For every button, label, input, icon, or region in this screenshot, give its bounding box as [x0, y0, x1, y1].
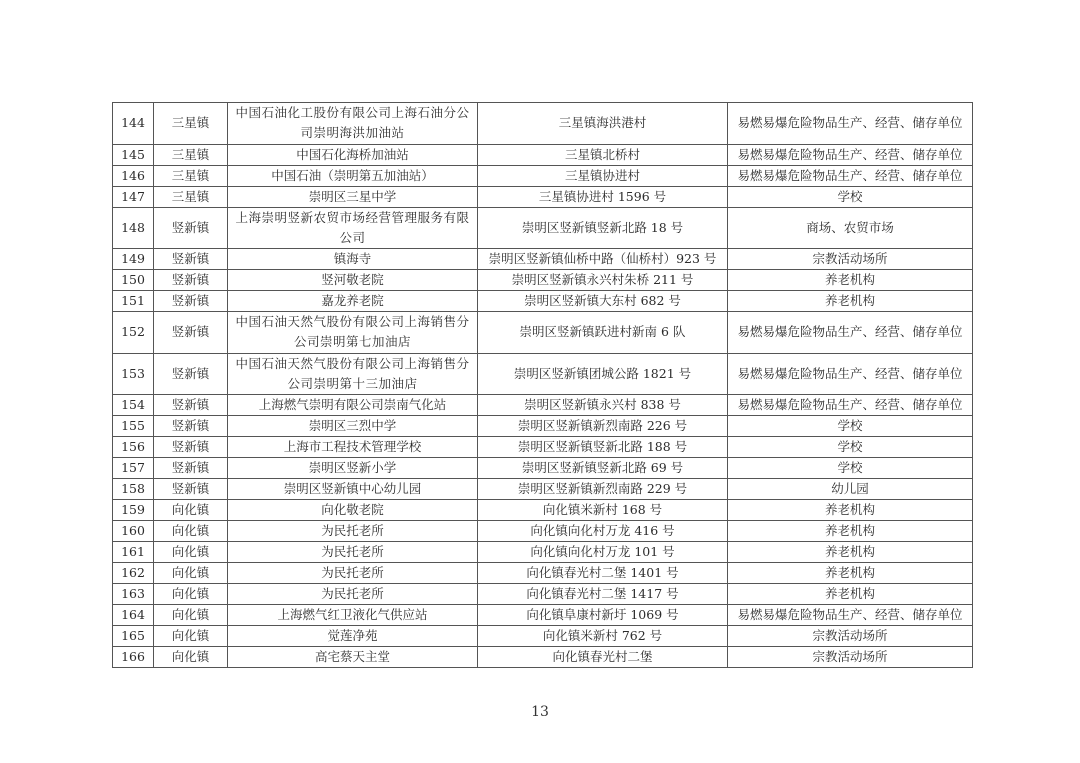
town-cell: 竖新镇	[154, 270, 228, 291]
facility-type-cell: 易燃易爆危险物品生产、经营、储存单位	[728, 144, 973, 165]
address-cell: 崇明区竖新镇跃进村新南 6 队	[478, 312, 728, 354]
row-number-cell: 149	[113, 249, 154, 270]
town-cell: 向化镇	[154, 521, 228, 542]
facility-type-cell: 易燃易爆危险物品生产、经营、储存单位	[728, 353, 973, 395]
facility-name-cell: 中国石油天然气股份有限公司上海销售分公司崇明第七加油店	[228, 312, 478, 354]
facility-name-cell: 中国石油天然气股份有限公司上海销售分公司崇明第十三加油店	[228, 353, 478, 395]
facility-name-cell: 为民托老所	[228, 542, 478, 563]
address-cell: 崇明区竖新镇竖新北路 18 号	[478, 207, 728, 249]
facility-name-cell: 崇明区竖新镇中心幼儿园	[228, 479, 478, 500]
row-number-cell: 150	[113, 270, 154, 291]
town-cell: 竖新镇	[154, 249, 228, 270]
facility-type-cell: 养老机构	[728, 584, 973, 605]
address-cell: 三星镇协进村	[478, 165, 728, 186]
address-cell: 向化镇米新村 168 号	[478, 500, 728, 521]
facility-type-cell: 养老机构	[728, 542, 973, 563]
town-cell: 竖新镇	[154, 479, 228, 500]
town-cell: 向化镇	[154, 500, 228, 521]
page-number: 13	[531, 704, 549, 720]
row-number-cell: 164	[113, 605, 154, 626]
facility-name-cell: 上海崇明竖新农贸市场经营管理服务有限公司	[228, 207, 478, 249]
row-number-cell: 155	[113, 416, 154, 437]
row-number-cell: 161	[113, 542, 154, 563]
table-row	[113, 353, 973, 395]
facility-name-cell: 竖河敬老院	[228, 270, 478, 291]
address-cell: 向化镇向化村万龙 101 号	[478, 542, 728, 563]
table-row	[113, 103, 973, 145]
table-row	[113, 584, 973, 605]
facility-type-cell: 养老机构	[728, 500, 973, 521]
row-number-cell: 163	[113, 584, 154, 605]
facility-name-cell: 嘉龙养老院	[228, 291, 478, 312]
facility-type-cell: 学校	[728, 416, 973, 437]
row-number-cell: 151	[113, 291, 154, 312]
address-cell: 崇明区竖新镇永兴村朱桥 211 号	[478, 270, 728, 291]
table-row	[113, 647, 973, 668]
row-number-cell: 154	[113, 395, 154, 416]
town-cell: 三星镇	[154, 186, 228, 207]
facility-type-cell: 商场、农贸市场	[728, 207, 973, 249]
address-cell: 向化镇春光村二堡 1417 号	[478, 584, 728, 605]
town-cell: 竖新镇	[154, 353, 228, 395]
facility-name-cell: 崇明区三烈中学	[228, 416, 478, 437]
facility-type-cell: 养老机构	[728, 291, 973, 312]
town-cell: 竖新镇	[154, 312, 228, 354]
facility-type-cell: 易燃易爆危险物品生产、经营、储存单位	[728, 605, 973, 626]
town-cell: 向化镇	[154, 563, 228, 584]
table-body	[113, 103, 973, 668]
town-cell: 向化镇	[154, 542, 228, 563]
table-row	[113, 144, 973, 165]
facility-type-cell: 养老机构	[728, 270, 973, 291]
table-row	[113, 186, 973, 207]
facility-type-cell: 宗教活动场所	[728, 647, 973, 668]
facility-name-cell: 为民托老所	[228, 563, 478, 584]
address-cell: 向化镇向化村万龙 416 号	[478, 521, 728, 542]
address-cell: 崇明区竖新镇团城公路 1821 号	[478, 353, 728, 395]
facility-name-cell: 中国石化海桥加油站	[228, 144, 478, 165]
table-row	[113, 542, 973, 563]
town-cell: 三星镇	[154, 103, 228, 145]
facility-name-cell: 上海市工程技术管理学校	[228, 437, 478, 458]
facility-type-cell: 宗教活动场所	[728, 249, 973, 270]
address-cell: 崇明区竖新镇竖新北路 69 号	[478, 458, 728, 479]
town-cell: 竖新镇	[154, 395, 228, 416]
row-number-cell: 147	[113, 186, 154, 207]
table-row	[113, 437, 973, 458]
row-number-cell: 152	[113, 312, 154, 354]
table-row	[113, 249, 973, 270]
facility-name-cell: 镇海寺	[228, 249, 478, 270]
facility-name-cell: 中国石油（崇明第五加油站）	[228, 165, 478, 186]
facility-type-cell: 易燃易爆危险物品生产、经营、储存单位	[728, 312, 973, 354]
row-number-cell: 157	[113, 458, 154, 479]
facility-table	[112, 102, 973, 668]
address-cell: 三星镇协进村 1596 号	[478, 186, 728, 207]
row-number-cell: 165	[113, 626, 154, 647]
table-row	[113, 165, 973, 186]
table-row	[113, 500, 973, 521]
row-number-cell: 153	[113, 353, 154, 395]
address-cell: 向化镇阜康村新圩 1069 号	[478, 605, 728, 626]
address-cell: 向化镇米新村 762 号	[478, 626, 728, 647]
row-number-cell: 148	[113, 207, 154, 249]
facility-type-cell: 养老机构	[728, 521, 973, 542]
row-number-cell: 146	[113, 165, 154, 186]
table-row	[113, 312, 973, 354]
facility-name-cell: 为民托老所	[228, 521, 478, 542]
facility-name-cell: 上海燃气崇明有限公司崇南气化站	[228, 395, 478, 416]
table-row	[113, 395, 973, 416]
facility-name-cell: 觉莲净苑	[228, 626, 478, 647]
table-row	[113, 291, 973, 312]
facility-name-cell: 崇明区三星中学	[228, 186, 478, 207]
facility-type-cell: 养老机构	[728, 563, 973, 584]
address-cell: 崇明区竖新镇大东村 682 号	[478, 291, 728, 312]
facility-type-cell: 学校	[728, 186, 973, 207]
facility-name-cell: 为民托老所	[228, 584, 478, 605]
row-number-cell: 159	[113, 500, 154, 521]
table-row	[113, 626, 973, 647]
facility-type-cell: 易燃易爆危险物品生产、经营、储存单位	[728, 103, 973, 145]
facility-type-cell: 学校	[728, 437, 973, 458]
table-row	[113, 563, 973, 584]
town-cell: 三星镇	[154, 165, 228, 186]
address-cell: 向化镇春光村二堡 1401 号	[478, 563, 728, 584]
address-cell: 崇明区竖新镇仙桥中路（仙桥村）923 号	[478, 249, 728, 270]
table-row	[113, 458, 973, 479]
table-row	[113, 605, 973, 626]
row-number-cell: 145	[113, 144, 154, 165]
table-row	[113, 521, 973, 542]
facility-name-cell: 中国石油化工股份有限公司上海石油分公司崇明海洪加油站	[228, 103, 478, 145]
facility-type-cell: 易燃易爆危险物品生产、经营、储存单位	[728, 165, 973, 186]
town-cell: 竖新镇	[154, 416, 228, 437]
town-cell: 三星镇	[154, 144, 228, 165]
facility-type-cell: 幼儿园	[728, 479, 973, 500]
facility-type-cell: 宗教活动场所	[728, 626, 973, 647]
row-number-cell: 162	[113, 563, 154, 584]
address-cell: 向化镇春光村二堡	[478, 647, 728, 668]
row-number-cell: 144	[113, 103, 154, 145]
town-cell: 向化镇	[154, 605, 228, 626]
address-cell: 三星镇海洪港村	[478, 103, 728, 145]
town-cell: 向化镇	[154, 626, 228, 647]
town-cell: 竖新镇	[154, 458, 228, 479]
town-cell: 竖新镇	[154, 291, 228, 312]
town-cell: 向化镇	[154, 647, 228, 668]
address-cell: 崇明区竖新镇新烈南路 229 号	[478, 479, 728, 500]
row-number-cell: 156	[113, 437, 154, 458]
facility-type-cell: 易燃易爆危险物品生产、经营、储存单位	[728, 395, 973, 416]
town-cell: 向化镇	[154, 584, 228, 605]
address-cell: 三星镇北桥村	[478, 144, 728, 165]
town-cell: 竖新镇	[154, 207, 228, 249]
row-number-cell: 158	[113, 479, 154, 500]
table-row	[113, 207, 973, 249]
facility-name-cell: 崇明区竖新小学	[228, 458, 478, 479]
facility-type-cell: 学校	[728, 458, 973, 479]
facility-name-cell: 高宅蔡天主堂	[228, 647, 478, 668]
facility-name-cell: 上海燃气红卫液化气供应站	[228, 605, 478, 626]
town-cell: 竖新镇	[154, 437, 228, 458]
table-row	[113, 479, 973, 500]
row-number-cell: 160	[113, 521, 154, 542]
table-row	[113, 416, 973, 437]
facility-name-cell: 向化敬老院	[228, 500, 478, 521]
address-cell: 崇明区竖新镇永兴村 838 号	[478, 395, 728, 416]
table-row	[113, 270, 973, 291]
address-cell: 崇明区竖新镇竖新北路 188 号	[478, 437, 728, 458]
address-cell: 崇明区竖新镇新烈南路 226 号	[478, 416, 728, 437]
row-number-cell: 166	[113, 647, 154, 668]
